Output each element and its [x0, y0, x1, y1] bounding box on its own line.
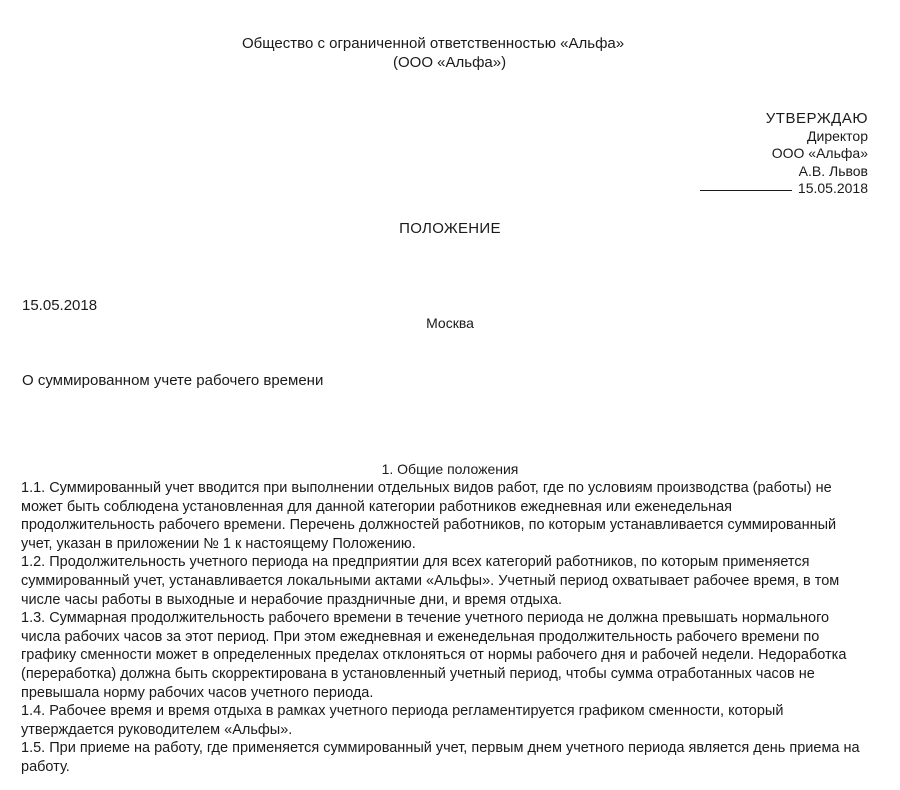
approval-company: ООО «Альфа» — [771, 145, 868, 161]
section-title: 1. Общие положения — [381, 461, 519, 477]
approval-signatory: А.В. Львов — [798, 162, 868, 179]
approval-title: УТВЕРЖДАЮ — [765, 110, 868, 127]
paragraph-1-2: 1.2. Продолжительность учетного периода на предприятии для всех категорий работников, по которым применяется суммированный учет, устанавливается локальными актами «Альфы». Учетный период охватывает рабочее время, в том числе часы работы в выходные и нерабочие праздничные дни, и время отдыха. — [21, 554, 840, 608]
paragraph-1-3: 1.3. Суммарная продолжительность рабочего времени в течение учетного периода не должна превышать нормального числа рабочих часов за этот период. При этом ежедневная и еженедельная продолжительность рабочего времени по графику сменности может в определенных пределах отклоняться от нормы рабочего дня и рабочей недели. Недоработка (переработка) должна быть скорректирована в установленный учетный период, чтобы сумма отработанных часов не превышала норму рабочих часов учетного периода. — [21, 610, 847, 701]
approval-block — [568, 110, 868, 198]
paragraph-1-1: 1.1. Суммированный учет вводится при выполнении отдельных видов работ, где по условиям производства (работы) не может быть соблюдена установленная для данной категории работников ежедневная или еженедельная продолжительность рабочего времени. Перечень должностей работников, по которым устанавливается суммированный учет, указан в приложении № 1 к настоящему Положению. — [21, 480, 837, 552]
document-type: ПОЛОЖЕНИЕ — [399, 220, 501, 237]
organization-short-name: (ООО «Альфа») — [393, 54, 507, 71]
document-date: 15.05.2018 — [22, 297, 98, 314]
approval-date: 15.05.2018 — [797, 180, 868, 196]
paragraph-1-5: 1.5. При приеме на работу, где применяется суммированный учет, первым днем учетного периода является день приема на работу. — [21, 740, 860, 775]
approval-date-row — [568, 180, 868, 198]
paragraph-1-4: 1.4. Рабочее время и время отдыха в рамках учетного периода регламентируется графиком сменности, который утверждается руководителем «Альфы». — [21, 703, 784, 738]
organization-full-name: Общество с ограниченной ответственностью «Альфа» — [242, 35, 625, 52]
approval-position: Директор — [807, 127, 868, 144]
section-body — [21, 479, 869, 777]
signature-line — [700, 190, 792, 191]
document-city: Москва — [426, 315, 474, 331]
document-subject: О суммированном учете рабочего времени — [22, 372, 324, 389]
